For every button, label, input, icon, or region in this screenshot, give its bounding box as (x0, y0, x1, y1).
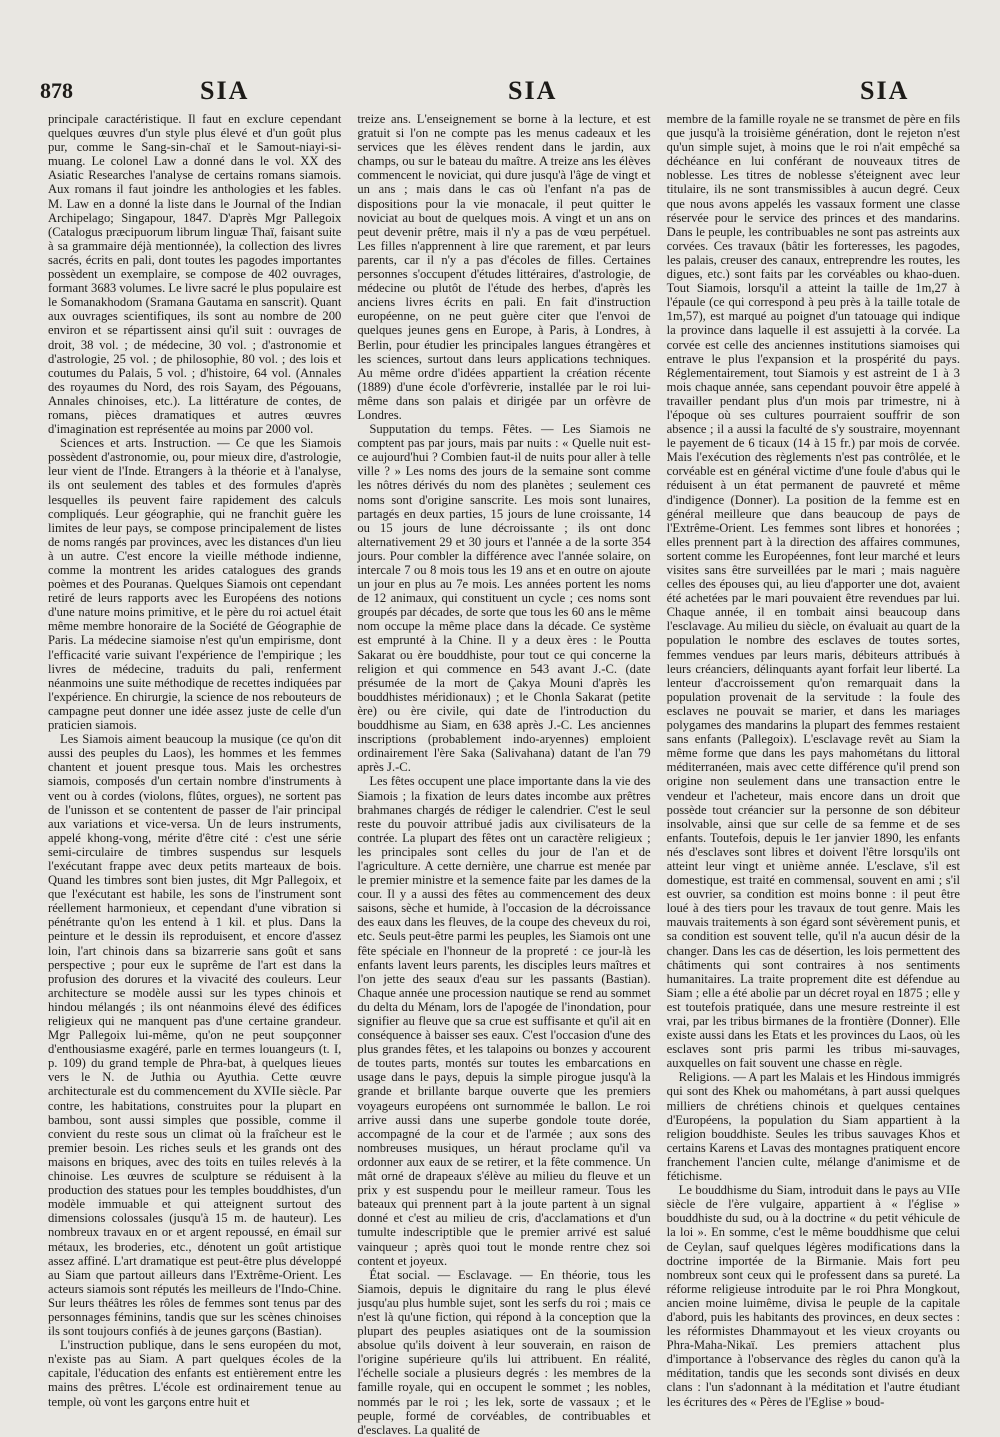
running-head-center: SIA (508, 76, 558, 105)
paragraph: membre de la famille royale ne se transmet de père en fils que jusqu'à la troisième génération, dont le rejeton n'est qu'un simple sujet, à moins que le roi n'ait empêché sa déchéance en lui conférant de nouveaux titres de noblesse. Les titres de noblesse s'éteignent avec leur titulaire, ils ne sont transmissibles à aucun degré. Ceux que nous avons appelés les vassaux forment une classe réservée pour le service des princes et des mandarins. Dans le peuple, les contribuables ne sont pas astreints aux corvées. Ces travaux (bâtir les forteresses, les pagodes, les palais, creuser des canaux, entreprendre les routes, les digues, etc.) sont faits par les corvéables ou khao-duen. Tout Siamois, lorsqu'il a atteint la taille de 1m,27 à l'épaule (ce qui correspond à peu près à la taille totale de 1m,57), est marqué au poignet d'un tatouage qui indique la province dans laquelle il est assujetti à la corvée. La corvée est celle des anciennes institutions siamoises qui entrave le plus l'expansion et la prospérité du pays. Réglementairement, tout Siamois y est astreint de 1 à 3 mois chaque année, sans cependant pouvoir être appelé à travailler pendant plus d'un mois par trimestre, ni à l'époque où ses cultures pourraient souffrir de son absence ; il a aussi la faculté de s'y soustraire, moyennant le payement de 6 ticaux (14 à 15 fr.) par mois de corvée. Mais l'exécution des règlements n'est pas contrôlée, et le corvéable est en général victime d'une foule d'abus qui le réduisent à un état permanent de pauvreté et même d'indigence (Donner). La position de la femme est en général meilleure que dans beaucoup de pays de l'Extrême-Orient. Les femmes sont libres et honorées ; elles prennent part à la direction des affaires communes, sortent comme les Européennes, font leur marché et leurs visites sans être surveillées par le mari ; mais naguère celles des épouses qui, au lieu d'apporter une dot, avaient été achetées par le mari pouvaient être revendues par lui. Chaque année, il en tombait ainsi beaucoup dans l'esclavage. Au milieu du siècle, on évaluait au quart de la population le nombre des esclaves de toutes sortes, femmes vendues par leurs maris, débiteurs attribués à leurs créanciers, délinquants ayant forfait leur liberté. La lenteur d'accroissement qu'on remarquait dans la population provenait de la servitude : la foule des esclaves ne pouvait se marier, et dans les mariages polygames des mandarins la plupart des femmes restaient sans enfants (Pallegoix). L'esclavage revêt au Siam la même forme que dans les pays mahométans du littoral méditerranéen, mais avec cette différence qu'il prend son origine non seulement dans une transaction entre le vendeur et l'acheteur, mais encore dans un droit que possède tout créancier sur la personne de son débiteur insolvable, ainsi que sur celle de sa femme et de ses enfants. Toutefois, depuis le 1er janvier 1890, les enfants nés d'esclaves sont libres et doivent l'être lorsqu'ils ont atteint leur vingt et unième année. L'esclave, s'il est domestique, est traité en commensal, souvent en ami ; s'il est ouvrier, sa condition est moins bonne : il peut être loué à des tiers pour les travaux de tout genre. Mais les mauvais traitements à son égard sont sévèrement punis, et sa condition est souvent telle, qu'il n'a aucun désir de la changer. Dans les cas de désertion, les lois permettent des châtiments qui sont contraires à nos sentiments humanitaires. La traite proprement dite est défendue au Siam ; elle a été abolie par un décret royal en 1875 ; elle y est toutefois pratiquée, dans une mesure restreinte il est vrai, par les tribus birmanes de la frontière (Donner). Elle existe aussi dans les Etats et les provinces du Laos, où les esclaves sont pris parmi les tribus mi-sauvages, auxquelles on fait souvent une chasse en règle. (666, 112, 960, 1071)
paragraph: Religions. — A part les Malais et les Hindous immigrés qui sont des Khek ou mahométans, à part aussi quelques milliers de chrétiens chinois et quelques centaines d'Européens, la population du Siam appartient à la religion bouddhiste. Seules les tribus sauvages Khos et certains Karens et Lavas des montagnes pratiquent encore franchement l'ancien culte, mélange d'animisme et de fétichisme. (666, 1070, 960, 1184)
page-header (40, 72, 960, 112)
running-head-right: SIA (860, 76, 910, 105)
page-number: 878 (40, 78, 73, 103)
paragraph: L'instruction publique, dans le sens européen du mot, n'existe pas au Siam. A part quelques écoles de la capitale, l'éducation des enfants est entièrement entre les mains des prêtres. L'école est ordinairement tenue au temple, où vont les garçons entre huit et (48, 1338, 342, 1409)
paragraph: Les Siamois aiment beaucoup la musique (ce qu'on dit aussi des peuples du Laos), les hommes et les femmes chantent et jouent presque tous. Mais les orchestres siamois, composés d'un certain nombre d'instruments à vent ou à cordes (violons, flûtes, orgues), ne sortent pas de l'unisson et se contentent de passer de l'air principal aux variations et vice-versa. Un de leurs instruments, appelé khong-vong, mérite d'être cité : c'est une série semi-circulaire de timbres suspendus sur lesquels l'exécutant frappe avec deux petits marteaux de bois. Quand les timbres sont bien justes, dit Mgr Pallegoix, et que l'exécutant est habile, les sons de l'instrument sont réellement harmonieux, et cependant d'une vibration si pénétrante qu'on les entend à 1 kil. et plus. Dans la peinture et le dessin ils reproduisent, et encore d'assez loin, l'art chinois dans sa bizarrerie sans goût et sans perspective ; pour eux le suprême de l'art est dans la profusion des dorures et la vivacité des couleurs. Leur architecture se modèle aussi sur les types chinois et hindou mélangés ; ils ont néanmoins élevé des édifices religieux qui ne manquent pas d'une certaine grandeur. Mgr Pallegoix lui-même, qu'on ne peut soupçonner d'enthousiasme exagéré, parle en termes louangeurs (t. I, p. 109) du grand temple de Phra-bat, à quelques lieues vers le N. de Juthia ou Ayuthia. Cette œuvre architecturale est du commencement du XVIIe siècle. Par contre, les habitations, construites pour la plupart en bambou, sont aussi simples que possible, comme il convient du reste sous un climat où la fraîcheur est le premier besoin. Les riches seuls et les grands ont des maisons en briques, avec des toits en tuiles relevés à la chinoise. Les œuvres de sculpture se réduisent à la production des statues pour les temples bouddhistes, d'un modèle immuable et qui atteignent surtout des dimensions colossales (jusqu'à 15 m. de hauteur). Les nombreux travaux en or et argent repoussé, en émail sur métaux, les broderies, etc., dénotent un goût artistique assez affiné. L'art dramatique est peut-être plus développé au Siam que partout ailleurs dans l'Extrême-Orient. Les acteurs siamois sont réputés les meilleurs de l'Indo-Chine. Sur leurs théâtres les rôles de femmes sont tenus par des personnages féminins, tandis que sur les scènes chinoises ils sont toujours confiés à de jeunes garçons (Bastian). (48, 732, 342, 1339)
paragraph: Le bouddhisme du Siam, introduit dans le pays au VIIe siècle de l'ère vulgaire, appartient à « l'église » bouddhiste du sud, ou à la doctrine « du petit véhicule de la loi ». En somme, c'est le même bouddhisme que celui de Ceylan, sauf quelques légères modifications dans la doctrine importée de la Birmanie. Mais fort peu nombreux sont ceux qui le professent dans sa pureté. La réforme religieuse introduite par le roi Phra Mongkout, ancien moine luimême, divisa le peuple de la capitale d'abord, puis les habitants des provinces, en deux sectes : les réformistes Dhammayout et les vieux croyants ou Phra-Maha-Nikaï. Les premiers attachent plus d'importance à l'observance des règles du canon qu'à la méditation, tandis que les seconds sont divisés en deux clans : l'un s'adonnant à la méditation et l'autre étudiant les écritures des « Pères de l'Eglise » boud- (666, 1183, 960, 1409)
paragraph: État social. — Esclavage. — En théorie, tous les Siamois, depuis le dignitaire du rang le plus élevé jusqu'au plus humble sujet, sont les serfs du roi ; mais ce n'est là qu'une fiction, qui répond à la conception que la plupart des peuples asiatiques ont de la soumission absolue qu'ils doivent à leur souverain, en raison de l'origine supérieure qu'ils lui attribuent. En réalité, l'échelle sociale a plusieurs degrés : les membres de la famille royale, qui en occupent le sommet ; les nobles, nommés par le roi ; les lek, sorte de vassaux ; et le peuple, formé de corvéables, de contribuables et d'esclaves. La qualité de (357, 1267, 651, 1437)
paragraph: principale caractéristique. Il faut en exclure cependant quelques œuvres d'un style plus élevé et d'un goût plus pur, comme le Sang-sin-chaï et le Samout-niayi-si-muang. Le colonel Law a donné dans le vol. XX des Asiatic Researches l'analyse de certains romans siamois. Aux romans il faut joindre les anthologies et les fables. M. Law en a donné la liste dans le Journal of the Indian Archipelago; Singapour, 1847. D'après Mgr Pallegoix (Catalogus præcipuorum librum linguæ Thaï, faisant suite à sa grammaire déjà mentionnée), la collection des livres sacrés, écrits en pali, dont toutes les pagodes importantes possèdent un exemplaire, se compose de 402 ouvrages, formant 3683 volumes. Le livre sacré le plus populaire est le Somanakhodom (Sramana Gautama en sanscrit). Quant aux ouvrages scientifiques, ils sont au nombre de 200 environ et se répartissent ainsi qu'il suit : ouvrages de droit, 38 vol. ; de médecine, 30 vol. ; d'astronomie et d'astrologie, 25 vol. ; de philosophie, 80 vol. ; des lois et coutumes du Palais, 5 vol. ; d'histoire, 64 vol. (Annales des royaumes du Nord, des rois Sayam, des Pégouans, Annales chinoises, etc.). La littérature de contes, de romans, pièces dramatiques et autres œuvres d'imagination est représentée au moins par 2000 vol. (48, 112, 342, 437)
text-columns (48, 112, 960, 1437)
column-2 (357, 112, 651, 1437)
running-head-left: SIA (200, 76, 250, 105)
paragraph: Sciences et arts. Instruction. — Ce que les Siamois possèdent d'astronomie, ou, pour mieux dire, d'astrologie, leur vient de l'Inde. Etrangers à la théorie et à l'analyse, ils ont seulement des tables et des formules d'après lesquelles ils peuvent faire rapidement des calculs compliqués. Leur géographie, qui ne franchit guère les limites de leur pays, se compose principalement de listes de noms rangés par provinces, avec les distances d'un lieu à un autre. C'est encore la vieille méthode indienne, comme la montrent les arides catalogues des grands poèmes et des Pouranas. Quelques Siamois ont cependant retiré de leurs rapports avec les Européens des notions d'une nature moins primitive, et le père du roi actuel était même membre honoraire de la Société de Géographie de Paris. La médecine siamoise n'est qu'un empirisme, dont l'efficacité varie suivant l'expérience de l'empirique ; les livres de médecine, traduits du pali, renferment néanmoins une suite méthodique de recettes indiquées par l'expérience. En chirurgie, la science de nos rebouteurs de campagne peut donner une idée assez juste de celle d'un praticien siamois. (48, 436, 342, 733)
paragraph: treize ans. L'enseignement se borne à la lecture, et est gratuit si l'on ne compte pas les menus cadeaux et les services que les élèves rendent dans le jardin, aux champs, ou sur le bateau du maître. A treize ans les élèves commencent le noviciat, qui dure jusqu'à l'âge de vingt et un ans ; mais dans le cas où l'enfant n'a pas de dispositions pour la vie monacale, il peut quitter le noviciat au bout de quelques mois. A vingt et un ans on peut devenir prêtre, mais il n'y a pas de vœu perpétuel. Les filles n'apprennent à lire que rarement, et par leurs parents, car il n'y a pas d'écoles de filles. Certaines personnes s'occupent d'études littéraires, d'astrologie, de médecine ou plutôt de l'étude des herbes, d'après les anciens livres écrits en pali. En fait d'instruction européenne, on ne peut guère citer que l'envoi de quelques jeunes gens en Europe, à Paris, à Londres, à Berlin, pour étudier les principales langues étrangères et les sciences, surtout dans leurs applications techniques. Au même ordre d'idées appartient la création récente (1889) d'une école d'orfèvrerie, installée par le roi lui-même dans son palais et dirigée par un orfèvre de Londres. (357, 112, 651, 422)
column-3 (667, 112, 960, 1412)
column-1 (48, 112, 341, 1412)
paragraph: Les fêtes occupent une place importante dans la vie des Siamois ; la fixation de leurs dates incombe aux prêtres brahmanes chargés de rédiger le calendrier. C'est le seul reste du pouvoir attribué jadis aux civilisateurs de la contrée. La plupart des fêtes ont un caractère religieux ; les principales sont celles du jour de l'an et de l'agriculture. A cette dernière, une charrue est menée par le premier ministre et la semence faite par les dames de la cour. Il y a aussi des fêtes au commencement des deux saisons, sèche et humide, à l'occasion de la décroissance des eaux dans les fleuves, de la coupe des cheveux du roi, etc. Seuls peut-être parmi les peuples, les Siamois ont une fête spéciale en l'honneur de la propreté : ce jour-là les enfants lavent leurs parents, les disciples leurs maîtres et l'on jette des seaux d'eau sur les passants (Bastian). Chaque année une procession nautique se rend au sommet du delta du Ménam, lors de l'apogée de l'inondation, pour signifier au fleuve que sa crue est suffisante et qu'il ait en conséquence à baisser ses eaux. C'est l'occasion d'une des plus grandes fêtes, et les talapoins ou bonzes y accourent de toutes parts, montés sur toutes les embarcations en usage dans le pays, depuis la simple pirogue jusqu'à la grande et brillante barque ouverte que les premiers voyageurs européens ont surnommée le ballon. Le roi arrive aussi dans une superbe gondole toute dorée, accompagné de la cour et de l'armée ; aux sons des nombreuses musiques, un héraut proclame qu'il va ordonner aux eaux de se retirer, et la fête commence. Un mât orné de drapeaux s'élève au milieu du fleuve et un prix y est suspendu pour le meilleur rameur. Tous les bateaux qui prennent part à la joute partent à un signal donné et c'est au milieu de cris, d'acclamations et d'un tumulte indescriptible que le premier arrivé est salué vainqueur ; après quoi tout le monde rentre chez soi content et joyeux. (357, 774, 651, 1268)
paragraph: Supputation du temps. Fêtes. — Les Siamois ne comptent pas par jours, mais par nuits : « Quelle nuit est-ce aujourd'hui ? Combien faut-il de nuits pour aller à telle ville ? » Les noms des jours de la semaine sont comme les nôtres dérivés du nom des planètes ; seulement ces noms sont d'origine sanscrite. Les mois sont lunaires, partagés en deux parties, 15 jours de lune croissante, 14 ou 15 jours de lune décroissante ; ils ont donc alternativement 29 et 30 jours et l'année a de la sorte 354 jours. Pour combler la différence avec l'année solaire, on intercale 7 ou 8 mois tous les 19 ans et en outre on ajoute un jour en plus au 7e mois. Les années portent les noms de 12 animaux, qui constituent un cycle ; ces noms sont groupés par décades, de sorte que tous les 60 ans le même nom occupe la même place dans la décade. Ce système est emprunté à la Chine. Il y a deux ères : le Poutta Sakarat ou ère bouddhiste, pour tout ce qui concerne la religion et qui commence en 543 avant J.-C. (date présumée de la mort de Çakya Mouni d'après les bouddhistes méridionaux) ; et le Chonla Sakarat (petite ère) ou ère civile, qui date de l'introduction du bouddhisme au Siam, en 638 après J.-C. Les anciennes inscriptions (probablement indo-aryennes) emploient ordinairement l'ère Saka (Salivahana) datant de l'an 79 après J.-C. (357, 422, 651, 775)
